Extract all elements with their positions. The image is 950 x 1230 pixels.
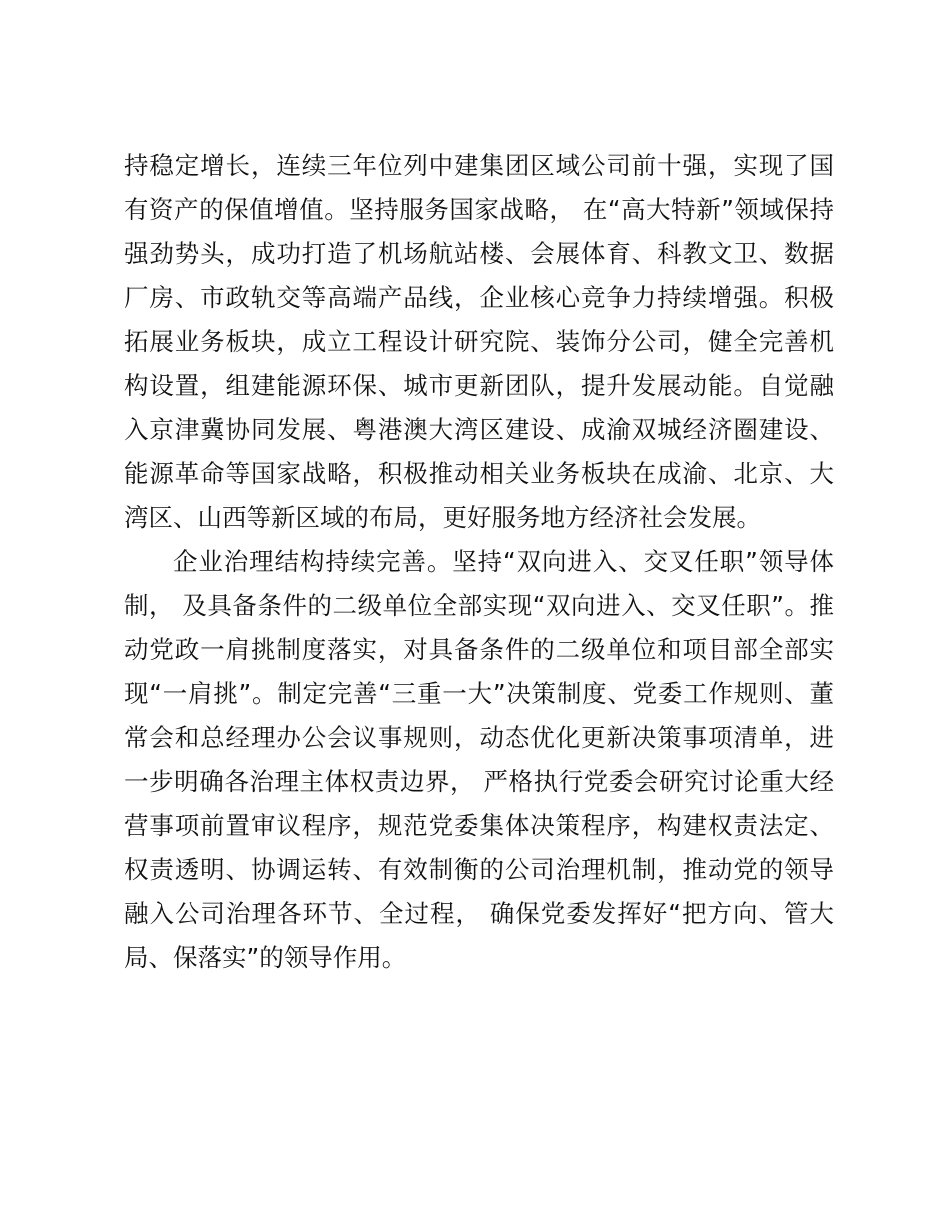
text-line: 营事项前置审议程序，规范党委集体决策程序，构建权责法定、 [124,811,834,840]
text-line: 构设置，组建能源环保、城市更新团队，提升发展动能。自觉融 [124,371,834,400]
paragraph-2 [124,540,834,980]
text-line: 能源革命等国家战略，积极推动相关业务板块在成渝、北京、大 [124,459,834,488]
text-line: 强劲势头，成功打造了机场航站楼、会展体育、科教文卫、数据 [124,239,834,268]
text-line: 有资产的保值增值。坚持服务国家战略， 在“高大特新”领域保持 [124,195,834,224]
body-text [124,144,834,980]
text-line: 拓展业务板块，成立工程设计研究院、装饰分公司，健全完善机 [124,327,834,356]
text-line: 湾区、山西等新区域的布局，更好服务地方经济社会发展。 [124,503,761,532]
text-line: 现“一肩挑”。制定完善“三重一大”决策制度、党委工作规则、董 [124,679,834,708]
text-line: 一步明确各治理主体权责边界， 严格执行党委会研究讨论重大经 [124,767,834,796]
text-line: 持稳定增长，连续三年位列中建集团区域公司前十强，实现了国 [124,151,834,180]
text-line: 融入公司治理各环节、全过程， 确保党委发挥好“把方向、管大 [124,899,834,928]
text-line: 权责透明、协调运转、有效制衡的公司治理机制，推动党的领导 [124,855,834,884]
text-line: 企业治理结构持续完善。坚持“双向进入、交叉任职”领导体 [173,547,834,576]
text-line: 局、保落实”的领导作用。 [124,943,407,972]
text-line: 动党政一肩挑制度落实，对具备条件的二级单位和项目部全部实 [124,635,834,664]
text-line: 制， 及具备条件的二级单位全部实现“双向进入、交叉任职”。推 [124,591,834,620]
text-line: 常会和总经理办公会议事规则，动态优化更新决策事项清单，进 [124,723,834,752]
text-line: 入京津冀协同发展、粤港澳大湾区建设、成渝双城经济圈建设、 [124,415,834,444]
text-line: 厂房、市政轨交等高端产品线，企业核心竞争力持续增强。积极 [124,283,834,312]
paragraph-1 [124,144,834,540]
